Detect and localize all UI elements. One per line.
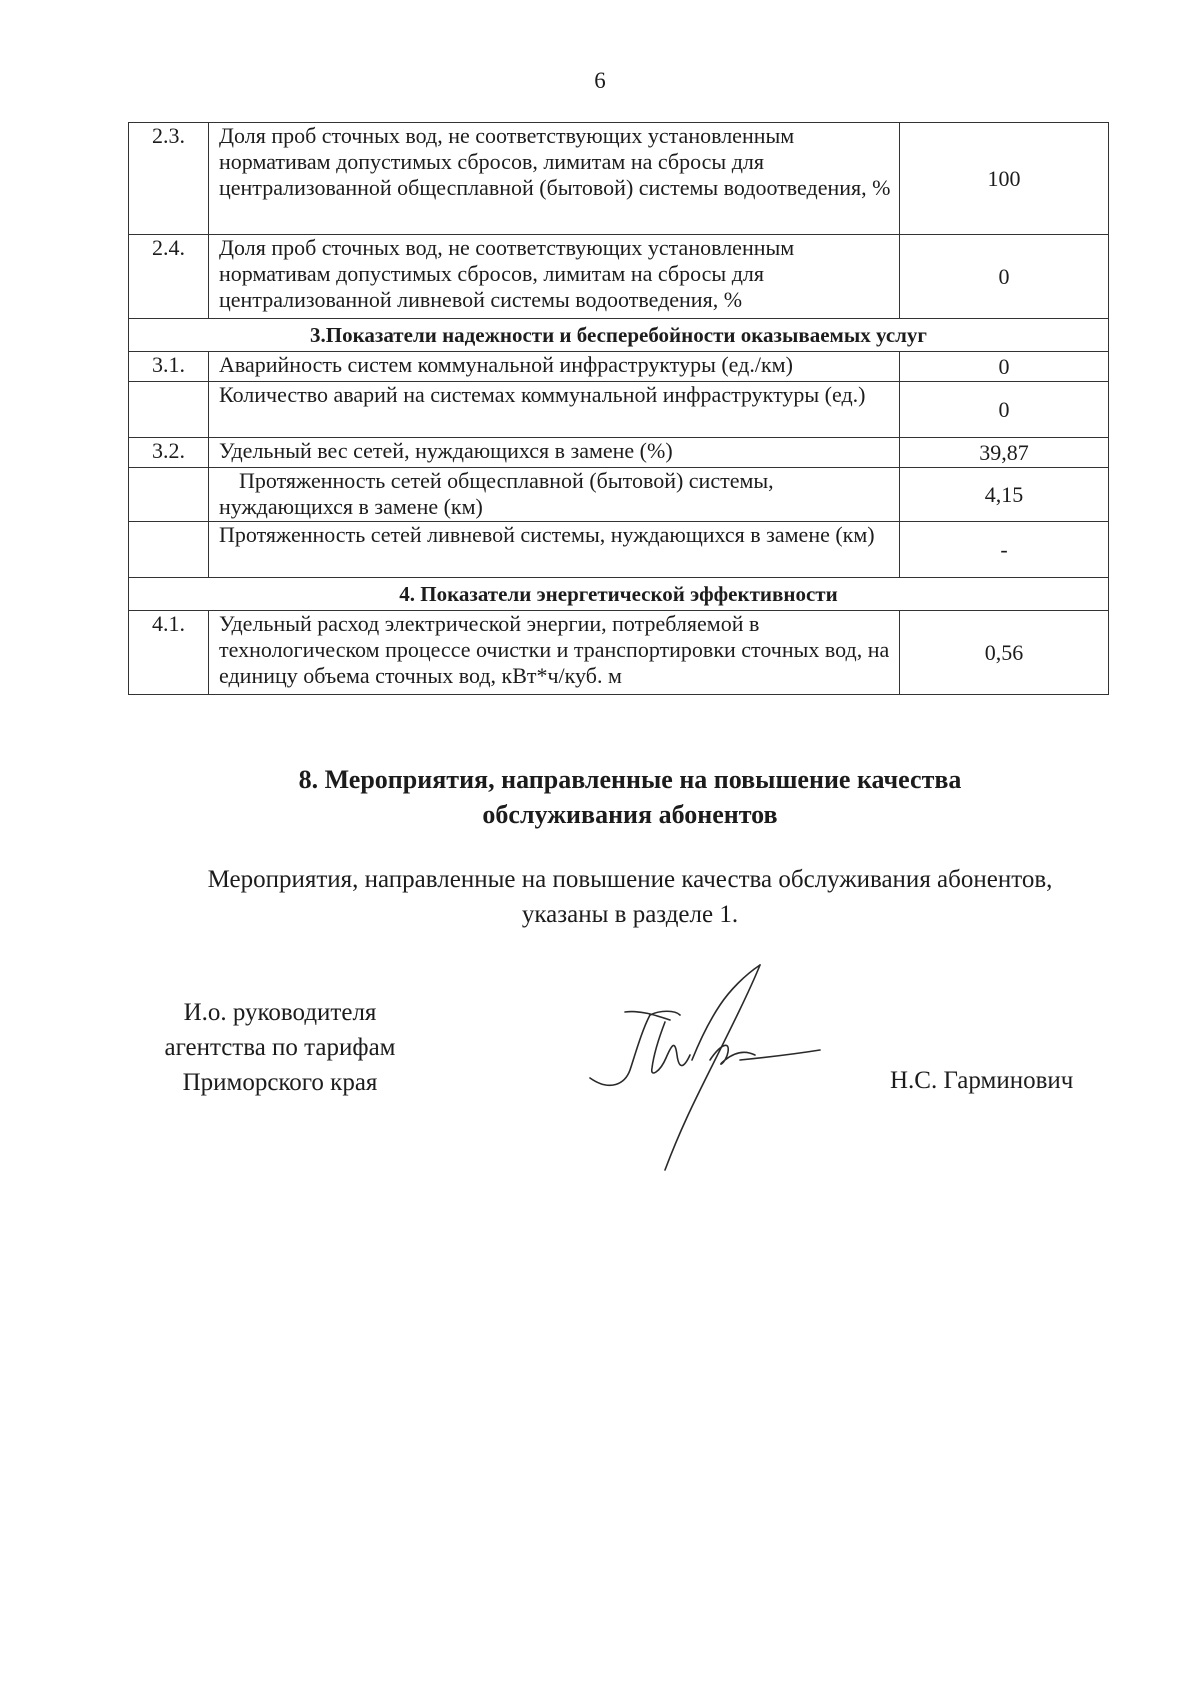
row-number: 3.2. [129, 438, 209, 468]
table-row [129, 235, 1109, 319]
row-value: 0 [900, 235, 1109, 319]
section-header-energy: 4. Показатели энергетической эффективности [129, 578, 1109, 611]
row-number: 2.3. [129, 123, 209, 235]
row-description: Протяженность сетей ливневой системы, нуждающихся в замене (км) [209, 522, 900, 578]
row-number [129, 382, 209, 438]
table-row [129, 611, 1109, 695]
table-row [129, 468, 1109, 522]
row-description: Удельный расход электрической энергии, потребляемой в технологическом процессе очистки и транспортировки сточных вод, на единицу объема сточных вод, кВт*ч/куб. м [209, 611, 900, 695]
row-description: Доля проб сточных вод, не соответствующих установленным нормативам допустимых сбросов, лимитам на сбросы для централизованной ливневой системы водоотведения, % [209, 235, 900, 319]
table-row [129, 522, 1109, 578]
row-value: 0 [900, 382, 1109, 438]
table-section-header [129, 578, 1109, 611]
signer-name: Н.С. Гарминович [890, 1067, 1074, 1094]
section-8-title-line-1: 8. Мероприятия, направленные на повышение качества [298, 765, 962, 794]
row-value: - [900, 522, 1109, 578]
row-value: 39,87 [900, 438, 1109, 468]
row-description: Протяженность сетей общесплавной (бытовой) системы, нуждающихся в замене (км) [209, 468, 900, 522]
table-row [129, 123, 1109, 235]
section-8-body-line-1: Мероприятия, направленные на повышение качества обслуживания абонентов, [207, 866, 1053, 893]
section-8-body-line-2: указаны в разделе 1. [521, 901, 739, 928]
row-value: 0,56 [900, 611, 1109, 695]
table-row [129, 438, 1109, 468]
section-header-reliability: 3.Показатели надежности и бесперебойности оказываемых услуг [129, 319, 1109, 352]
signer-title-line-2: агентства по тарифам [164, 1034, 396, 1061]
row-value: 100 [900, 123, 1109, 235]
page-number: 6 [594, 68, 606, 93]
row-number: 3.1. [129, 352, 209, 382]
row-description: Удельный вес сетей, нуждающихся в замене (%) [209, 438, 900, 468]
row-number: 2.4. [129, 235, 209, 319]
row-description: Аварийность систем коммунальной инфраструктуры (ед./км) [209, 352, 900, 382]
section-8-body [140, 862, 1120, 932]
handwritten-signature [580, 960, 830, 1190]
row-number: 4.1. [129, 611, 209, 695]
section-8-title-line-2: обслуживания абонентов [482, 800, 778, 829]
indicators-table [128, 122, 1109, 695]
section-8-title [0, 762, 1200, 832]
table-row [129, 352, 1109, 382]
row-description: Доля проб сточных вод, не соответствующих установленным нормативам допустимых сбросов, лимитам на сбросы для централизованной общесплавной (бытовой) системы водоотведения, % [209, 123, 900, 235]
signer-title-line-1: И.о. руководителя [183, 999, 377, 1026]
signer-title-line-3: Приморского края [182, 1069, 378, 1096]
row-value: 4,15 [900, 468, 1109, 522]
row-number [129, 522, 209, 578]
row-value: 0 [900, 352, 1109, 382]
row-number [129, 468, 209, 522]
row-description: Количество аварий на системах коммунальной инфраструктуры (ед.) [209, 382, 900, 438]
signer-title [110, 995, 450, 1100]
table-section-header [129, 319, 1109, 352]
table-row [129, 382, 1109, 438]
